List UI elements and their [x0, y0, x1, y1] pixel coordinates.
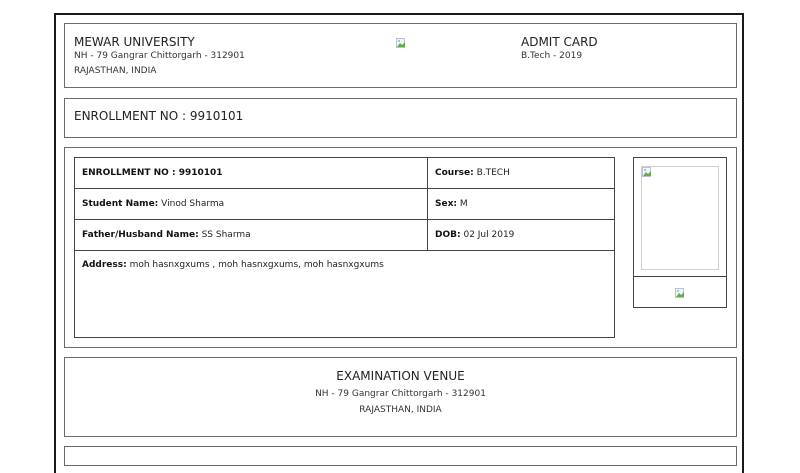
university-name: MEWAR UNIVERSITY — [74, 35, 195, 49]
sex-value: M — [459, 199, 468, 209]
table-row — [75, 220, 615, 251]
student-info-table — [74, 157, 615, 338]
venue-address-line2: RAJASTHAN, INDIA — [359, 405, 442, 415]
table-row — [75, 251, 615, 338]
father-name-cell: Father/Husband Name: SS Sharma — [75, 220, 428, 251]
course-cell: Course: B.TECH — [428, 158, 615, 189]
venue-title: EXAMINATION VENUE — [336, 369, 465, 383]
student-name-value: Vinod Sharma — [161, 199, 225, 209]
admit-card-subtitle: B.Tech - 2019 — [521, 51, 583, 61]
table-row — [75, 158, 615, 189]
university-address-line2: RAJASTHAN, INDIA — [74, 66, 157, 76]
enrollment-number: ENROLLMENT NO : 9910101 — [74, 109, 244, 123]
student-signature — [634, 276, 726, 309]
course-value: B.TECH — [476, 168, 510, 178]
signature-broken-image-icon — [675, 288, 685, 298]
next-section — [64, 446, 737, 466]
enrollment-banner — [64, 98, 737, 138]
header-section — [64, 23, 737, 88]
logo-broken-image-icon — [396, 38, 406, 48]
dob-cell: DOB: 02 Jul 2019 — [428, 220, 615, 251]
photo-signature-box — [633, 157, 727, 308]
examination-venue-section — [64, 357, 737, 437]
photo-broken-image-icon — [642, 167, 652, 177]
father-name-value: SS Sharma — [201, 230, 251, 240]
student-details-section — [64, 147, 737, 348]
enrollment-cell: ENROLLMENT NO : 9910101 — [75, 158, 428, 189]
venue-address-line1: NH - 79 Gangrar Chittorgarh - 312901 — [315, 389, 486, 399]
university-address-line1: NH - 79 Gangrar Chittorgarh - 312901 — [74, 51, 245, 61]
admit-card-title: ADMIT CARD — [521, 35, 598, 49]
address-value: moh hasnxgxums , moh hasnxgxums, moh hasnxgxums — [129, 260, 384, 270]
student-name-cell: Student Name: Vinod Sharma — [75, 189, 428, 220]
table-row — [75, 189, 615, 220]
student-photo — [641, 166, 719, 270]
dob-value: 02 Jul 2019 — [463, 230, 515, 240]
sex-cell: Sex: M — [428, 189, 615, 220]
address-cell: Address: moh hasnxgxums , moh hasnxgxums, moh hasnxgxums — [75, 251, 615, 338]
